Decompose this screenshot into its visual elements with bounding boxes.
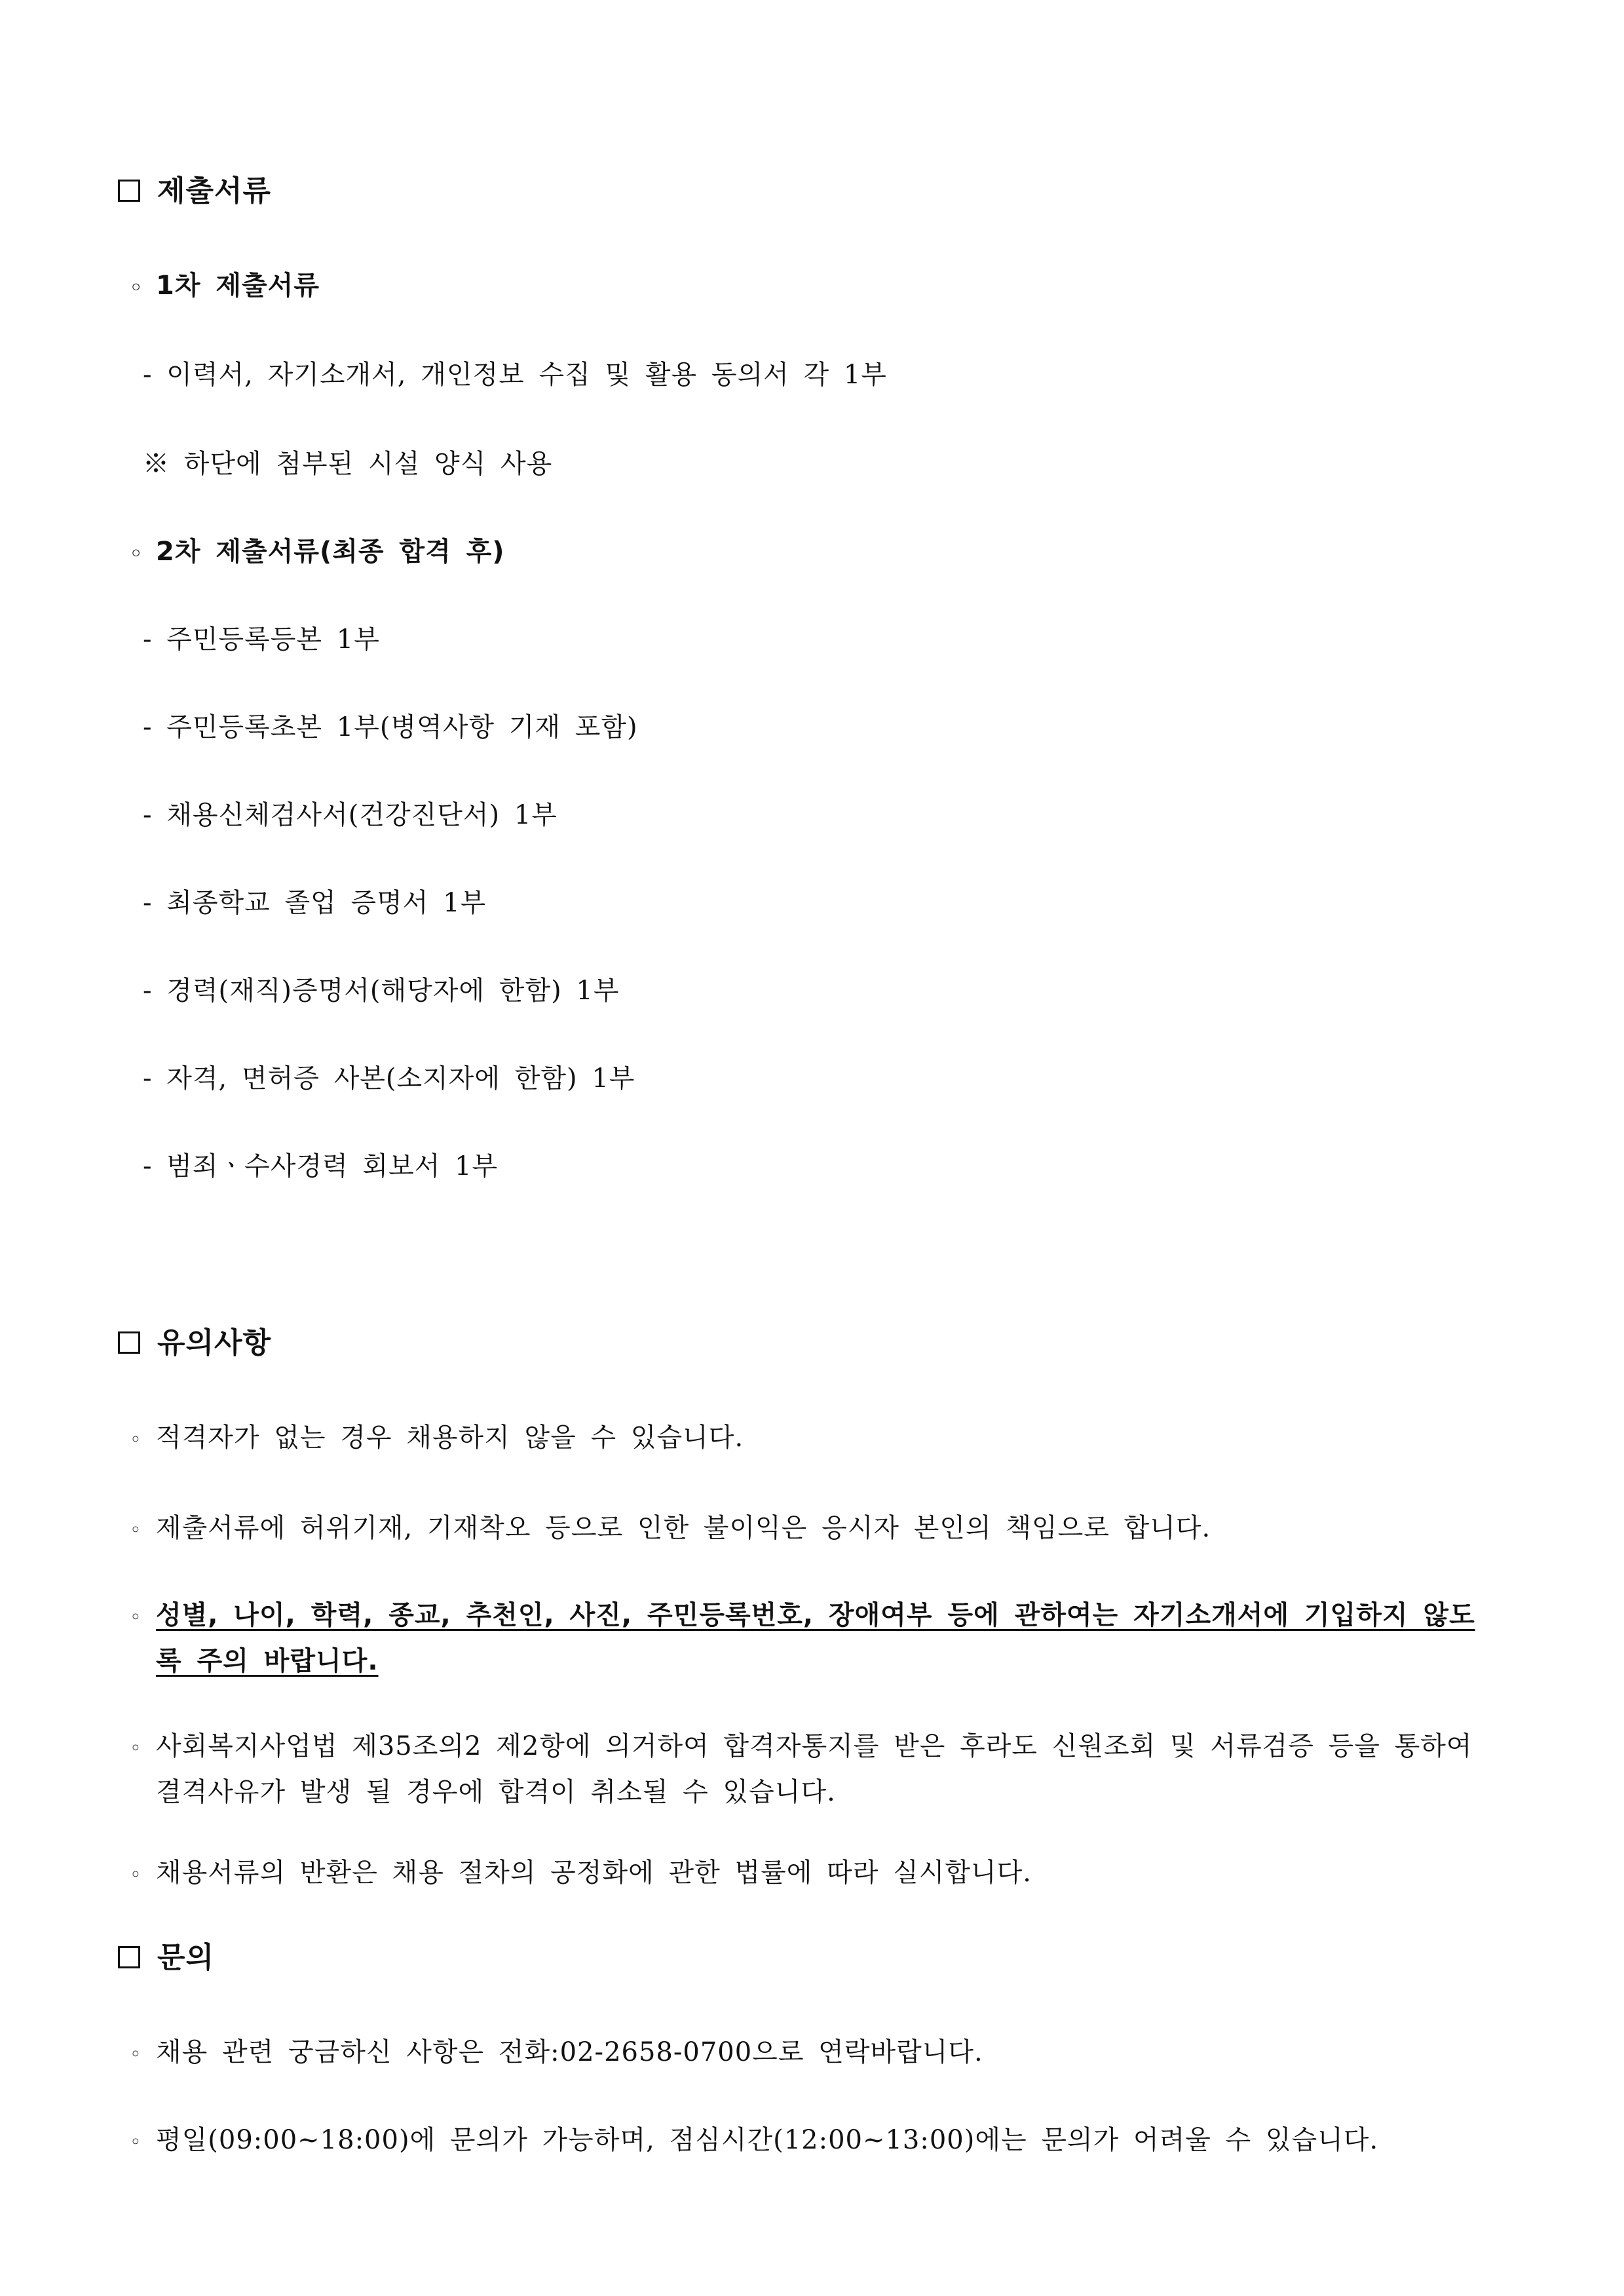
legal-note <box>130 1725 1473 1814</box>
note-text: 채용서류의 반환은 채용 절차의 공정화에 관한 법률에 따라 실시합니다. <box>156 1858 1032 1888</box>
contact-item <box>130 2123 1378 2160</box>
legal-text-line2: 결격사유가 발생 될 경우에 합격이 취소될 수 있습니다. <box>156 1777 836 1807</box>
list-item: - 주민등록등본 1부 <box>143 624 380 655</box>
list-item: - 주민등록초본 1부(병역사항 기재 포함) <box>143 712 638 742</box>
contact-text: 채용 관련 궁금하신 사항은 전화:02-2658-0700으로 연락바랍니다. <box>156 2037 983 2067</box>
subsection-first-documents <box>130 269 320 305</box>
note-text: ※ 하단에 첨부된 시설 양식 사용 <box>143 449 553 479</box>
subsection-title: 1차 제출서류 <box>156 271 320 301</box>
bullet-icon: ◦ <box>130 1519 142 1542</box>
note-item <box>130 1511 1211 1548</box>
bullet-icon: ◦ <box>130 1737 142 1760</box>
list-item: - 자격, 면허증 사본(소지자에 한함) 1부 <box>143 1063 635 1094</box>
list-item: - 최종학교 졸업 증명서 1부 <box>143 888 487 918</box>
checkbox-square-icon <box>118 1331 140 1354</box>
emphasis-text-line1: 성별, 나이, 학력, 종교, 추천인, 사진, 주민등록번호, 장애여부 등에 관하여는 자기소개서에 기입하지 않도 <box>156 1600 1475 1630</box>
note-text: 제출서류에 허위기재, 기재착오 등으로 인한 불이익은 응시자 본인의 책임으로 합니다. <box>156 1513 1211 1543</box>
bullet-icon: ◦ <box>130 1606 142 1629</box>
checkbox-square-icon <box>118 1946 140 1968</box>
bullet-icon: ◦ <box>130 2131 142 2154</box>
contact-text: 평일(09:00~18:00)에 문의가 가능하며, 점심시간(12:00~13:00)에는 문의가 어려울 수 있습니다. <box>156 2125 1379 2155</box>
checkbox-square-icon <box>118 180 140 202</box>
section-title: 제출서류 <box>157 174 272 208</box>
bullet-icon: ◦ <box>130 543 143 565</box>
section-title: 유의사항 <box>157 1326 272 1360</box>
subsection-title: 2차 제출서류(최종 합격 후) <box>156 537 505 567</box>
contact-item <box>130 2035 983 2072</box>
note-text: 적격자가 없는 경우 채용하지 않을 수 있습니다. <box>156 1423 744 1453</box>
bullet-icon: ◦ <box>130 1428 142 1451</box>
list-item: - 경력(재직)증명서(해당자에 한함) 1부 <box>143 976 620 1006</box>
list-item: - 이력서, 자기소개서, 개인정보 수집 및 활용 동의서 각 1부 <box>143 360 887 390</box>
emphasis-note <box>130 1594 1475 1683</box>
list-item: - 범죄ㆍ수사경력 회보서 1부 <box>143 1151 499 1181</box>
note-item <box>130 1856 1032 1892</box>
bullet-icon: ◦ <box>130 1864 142 1886</box>
section-heading-notes <box>118 1325 271 1362</box>
bullet-icon: ◦ <box>130 277 143 299</box>
section-heading-documents <box>118 173 271 210</box>
note-item <box>130 1421 744 1457</box>
bullet-icon: ◦ <box>130 2043 142 2066</box>
section-title: 문의 <box>157 1941 215 1974</box>
list-item: - 채용신체검사서(건강진단서) 1부 <box>143 800 557 830</box>
section-heading-contact <box>118 1940 214 1976</box>
legal-text-line1: 사회복지사업법 제35조의2 제2항에 의거하여 합격자통지를 받은 후라도 신원조회 및 서류검증 등을 통하여 <box>156 1731 1473 1761</box>
emphasis-text-line2: 록 주의 바랍니다. <box>156 1646 379 1676</box>
subsection-second-documents <box>130 535 505 571</box>
